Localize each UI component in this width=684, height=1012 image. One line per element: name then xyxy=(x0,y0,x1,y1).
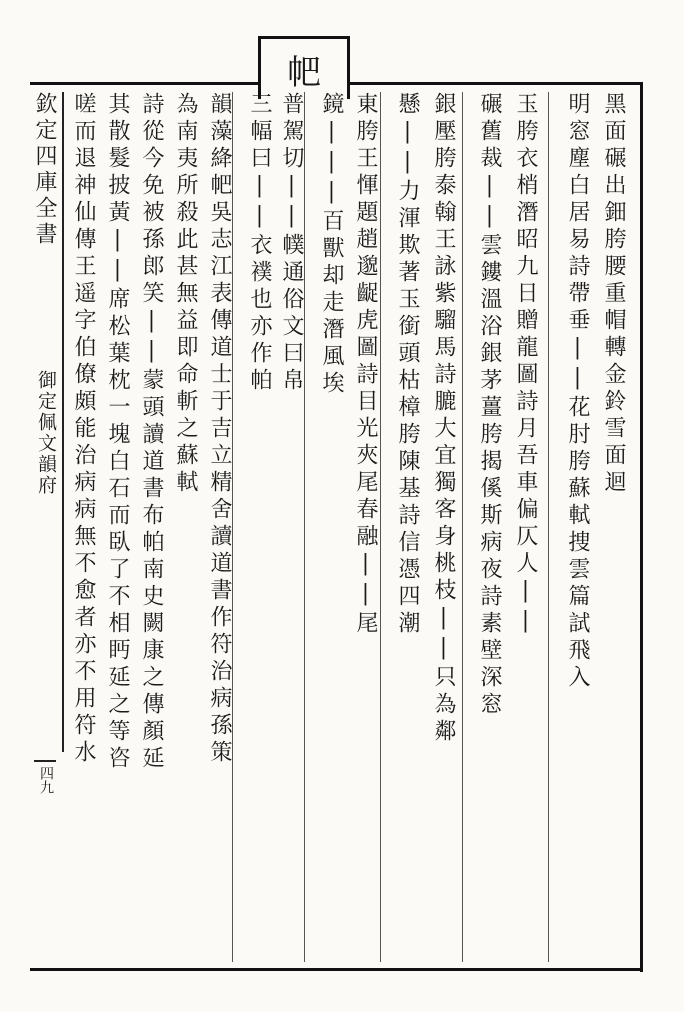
bottom-border xyxy=(30,968,643,971)
text-column-1: 黑面碾出鈿胯腰重帽轉金鈴雪面迴 xyxy=(601,92,626,497)
text-column-10: 三幅曰||衣襆也亦作帕 xyxy=(247,92,272,395)
rhyme-heading-char: 帊 xyxy=(287,52,321,93)
text-column-14: 其散髮披黃||席松葉枕一塊白石而臥了不相眄延之等咨 xyxy=(105,92,130,773)
text-column-5: 銀壓胯泰翰王詠紫騮馬詩膔大宜獨客身桃枝||只為鄰 xyxy=(431,92,456,746)
rhyme-heading-box xyxy=(258,36,350,99)
column-rule xyxy=(380,92,381,962)
column-rule xyxy=(548,92,549,962)
column-rule xyxy=(462,92,463,962)
text-column-11: 韻藻絳帊吳志江表傳道士于吉立精舍讀道書作符治病孫策 xyxy=(207,92,232,767)
collection-title: 欽定四庫全書 xyxy=(30,92,64,752)
text-column-9: 普駕切||幞通俗文曰帛 xyxy=(279,92,304,395)
text-column-2: 明窓塵白居易詩帶垂||花肘胯蘇軾捜雲篇試飛入 xyxy=(565,92,590,692)
text-column-13: 詩從今免被孫郎笑||蒙頭讀道書布帕南史闕康之傳顏延 xyxy=(139,92,164,773)
text-column-3: 玉胯衣梢潛昭九日贈龍圖詩月吾車偏仄人|| xyxy=(513,92,538,638)
book-title: 御定佩文韻府 xyxy=(35,370,57,496)
text-column-6: 懸||力渾欺著玉銜頭枯樟胯陳基詩信憑四潮 xyxy=(395,92,420,638)
text-column-8: 鏡|||百獸却走潛風埃 xyxy=(319,92,344,398)
top-border-right xyxy=(342,82,642,85)
text-column-15: 嗟而退神仙傳王遥字伯僚頗能治病病無不愈者亦不用符水 xyxy=(71,92,96,767)
text-column-4: 碾舊裁||雲鏤溫浴銀茅薑胯揭傒斯病夜詩素壁深窓 xyxy=(477,92,502,719)
text-column-12: 為南夷所殺此甚無益即命斬之蘇軾 xyxy=(173,92,198,497)
top-border-left xyxy=(30,82,260,85)
text-column-7: 東胯王惲題趙邈齪虎圖詩目光夾尾春融||尾 xyxy=(353,92,378,638)
folio-number: 四九 xyxy=(34,760,56,826)
right-border xyxy=(640,82,643,972)
